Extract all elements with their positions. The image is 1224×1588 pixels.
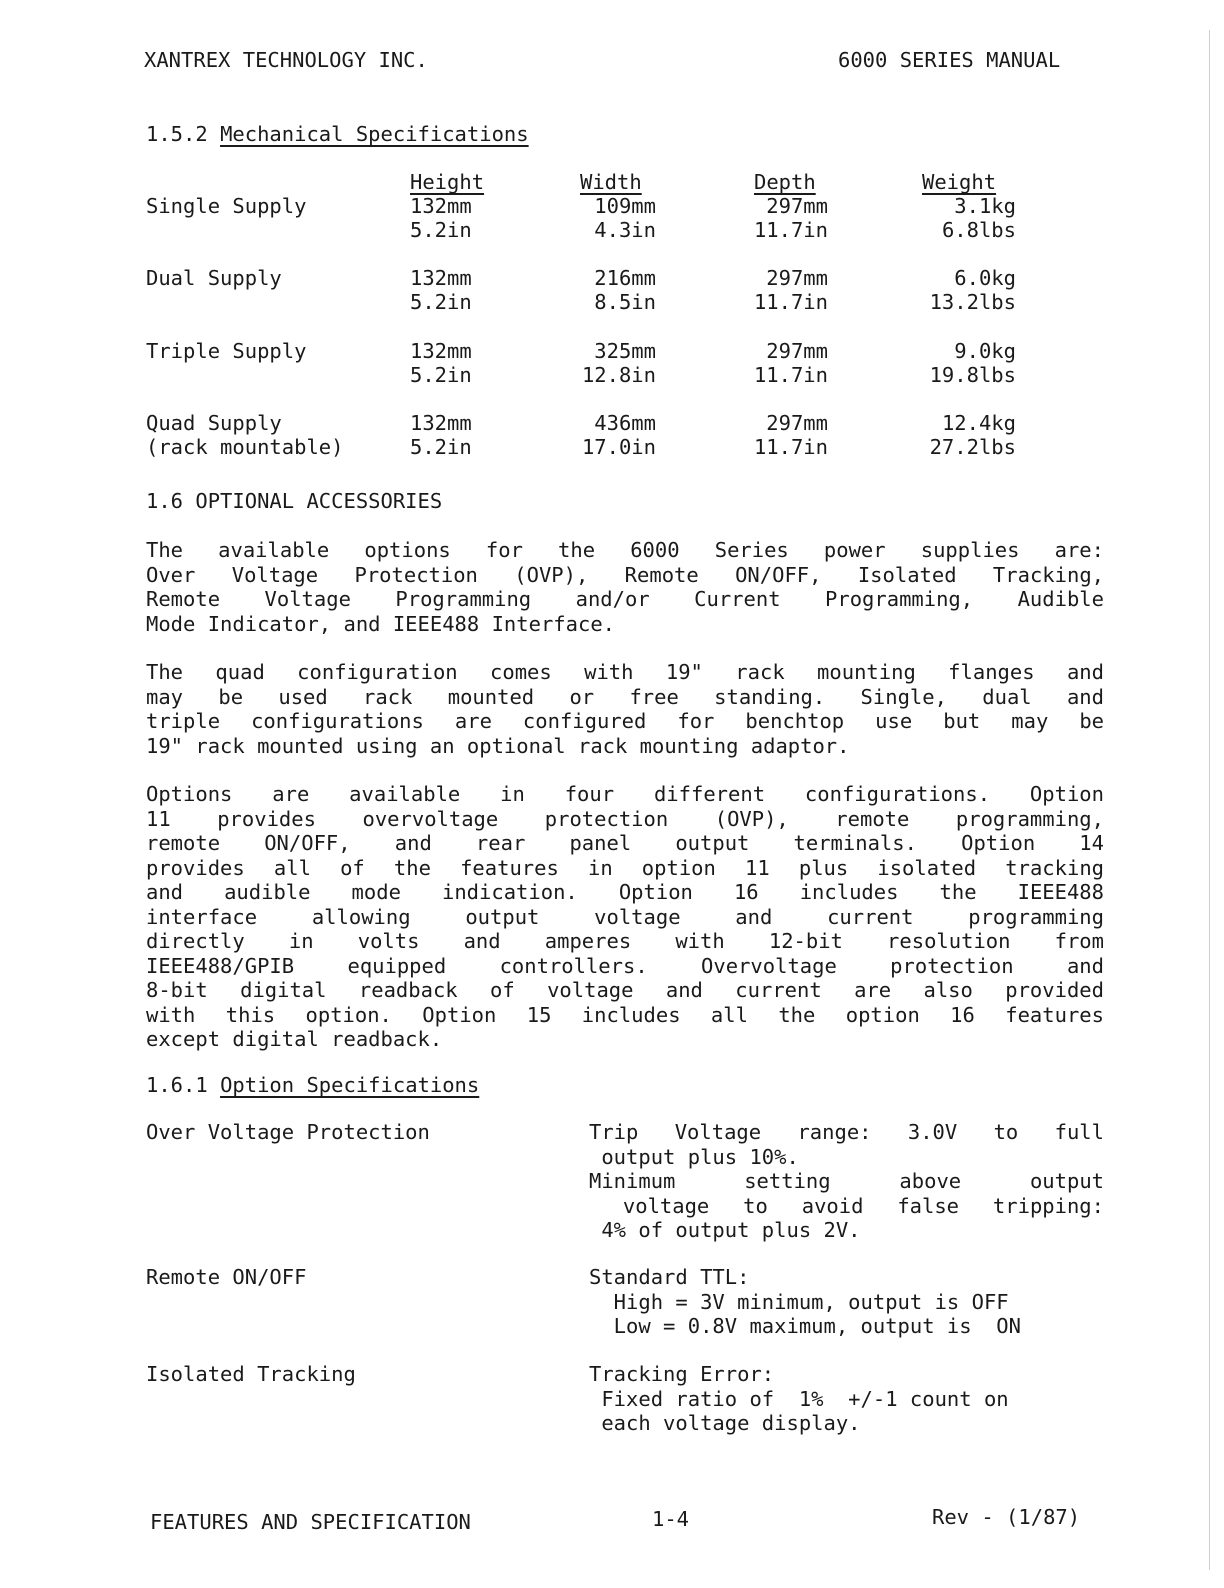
weight-lbs: 6.8lbs: [941, 218, 1016, 242]
text-line: The quad configuration comes with 19" rack mounting flanges and: [146, 660, 1104, 684]
footer-page-number: 1-4: [652, 1507, 690, 1531]
text-line: interface allowing output voltage and current programming: [146, 904, 1104, 929]
text-line: 4% of output plus 2V.: [589, 1218, 861, 1242]
text-line: 11 provides overvoltage protection (OVP), remote programming,: [146, 806, 1104, 831]
options-heading: [146, 1073, 479, 1098]
row-label: Quad Supply: [146, 411, 282, 435]
option-label: Over Voltage Protection: [146, 1120, 430, 1144]
width-in: 8.5in: [594, 290, 656, 314]
width-mm: 436mm: [594, 411, 656, 435]
row-label: Dual Supply: [146, 266, 282, 290]
header-manual-title: 6000 SERIES MANUAL: [838, 48, 1061, 72]
col-weight-header: Weight: [922, 170, 997, 194]
footer-revision: Rev - (1/87): [932, 1505, 1081, 1529]
weight-lbs: 19.8lbs: [929, 363, 1016, 387]
text-line: Low = 0.8V maximum, output is ON: [589, 1314, 1021, 1338]
depth-mm: 297mm: [766, 339, 828, 363]
weight-lbs: 27.2lbs: [929, 435, 1016, 459]
text-line: and audible mode indication. Option 16 includes the IEEE488: [146, 880, 1104, 904]
footer-section-title: FEATURES AND SPECIFICATION: [150, 1510, 471, 1534]
weight-kg: 3.1kg: [954, 194, 1016, 218]
width-mm: 216mm: [594, 266, 656, 290]
weight-kg: 6.0kg: [954, 266, 1016, 290]
text-line: The available options for the 6000 Series power supplies are:: [146, 538, 1104, 562]
depth-in: 11.7in: [753, 363, 828, 387]
scan-edge: [1209, 30, 1224, 1570]
options-heading-title: Option Specifications: [220, 1073, 480, 1097]
option-label: Isolated Tracking: [146, 1362, 356, 1386]
height-in: 5.2in: [410, 435, 472, 459]
height-mm: 132mm: [410, 411, 472, 435]
text-line: triple configurations are configured for benchtop use but may be: [146, 709, 1104, 733]
options-heading-number: 1.6.1: [146, 1073, 221, 1097]
text-line: IEEE488/GPIB equipped controllers. Overvoltage protection and: [146, 953, 1104, 978]
height-mm: 132mm: [410, 266, 472, 290]
text-line: 19" rack mounted using an optional rack mounting adaptor.: [146, 733, 850, 758]
row-label: Triple Supply: [146, 339, 307, 363]
option-label: Remote ON/OFF: [146, 1265, 307, 1289]
width-in: 17.0in: [581, 435, 656, 459]
depth-in: 11.7in: [753, 218, 828, 242]
weight-kg: 9.0kg: [954, 339, 1016, 363]
height-in: 5.2in: [410, 363, 472, 387]
accessories-paragraph-3: [146, 782, 1104, 1052]
mech-heading-title: Mechanical Specifications: [220, 122, 529, 146]
depth-mm: 297mm: [766, 411, 828, 435]
text-line: each voltage display.: [589, 1411, 861, 1435]
text-line: Trip Voltage range: 3.0V to full: [589, 1120, 1104, 1144]
height-mm: 132mm: [410, 339, 472, 363]
width-in: 4.3in: [594, 218, 656, 242]
depth-in: 11.7in: [753, 435, 828, 459]
depth-in: 11.7in: [753, 290, 828, 314]
col-width-header: Width: [580, 170, 642, 194]
mech-heading: [146, 122, 529, 147]
text-line: Over Voltage Protection (OVP), Remote ON/OFF, Isolated Tracking,: [146, 562, 1104, 587]
text-line: output plus 10%.: [589, 1144, 799, 1169]
text-line: Fixed ratio of 1% +/-1 count on: [589, 1386, 1009, 1411]
accessories-paragraph-1: [146, 538, 1104, 636]
height-in: 5.2in: [410, 290, 472, 314]
text-line: 8-bit digital readback of voltage and current are also provided: [146, 978, 1104, 1002]
weight-lbs: 13.2lbs: [929, 290, 1016, 314]
text-line: remote ON/OFF, and rear panel output terminals. Option 14: [146, 831, 1104, 855]
text-line: may be used rack mounted or free standing. Single, dual and: [146, 684, 1104, 709]
option-description: [589, 1362, 1104, 1436]
text-line: directly in volts and amperes with 12-bit resolution from: [146, 929, 1104, 953]
height-mm: 132mm: [410, 194, 472, 218]
text-line: Mode Indicator, and IEEE488 Interface.: [146, 611, 615, 636]
text-line: High = 3V minimum, output is OFF: [589, 1289, 1009, 1314]
width-mm: 325mm: [594, 339, 656, 363]
text-line: Remote Voltage Programming and/or Current Programming, Audible: [146, 587, 1104, 611]
depth-mm: 297mm: [766, 266, 828, 290]
text-line: Tracking Error:: [589, 1362, 775, 1386]
option-description: [589, 1120, 1104, 1243]
text-line: Standard TTL:: [589, 1265, 750, 1289]
row-label: Single Supply: [146, 194, 307, 218]
col-depth-header: Depth: [754, 170, 816, 194]
header-company: XANTREX TECHNOLOGY INC.: [144, 48, 428, 72]
mech-heading-number: 1.5.2: [146, 122, 221, 146]
text-line: provides all of the features in option 11 plus isolated tracking: [146, 855, 1104, 880]
accessories-heading: 1.6 OPTIONAL ACCESSORIES: [146, 489, 443, 513]
row-label-2: (rack mountable): [146, 435, 344, 459]
text-line: except digital readback.: [146, 1027, 443, 1051]
width-in: 12.8in: [581, 363, 656, 387]
text-line: voltage to avoid false tripping:: [589, 1193, 1104, 1218]
option-description: [589, 1265, 1104, 1339]
text-line: with this option. Option 15 includes all the option 16 features: [146, 1002, 1104, 1027]
height-in: 5.2in: [410, 218, 472, 242]
col-height-header: Height: [410, 170, 485, 194]
depth-mm: 297mm: [766, 194, 828, 218]
weight-kg: 12.4kg: [941, 411, 1016, 435]
text-line: Options are available in four different configurations. Option: [146, 782, 1104, 806]
width-mm: 109mm: [594, 194, 656, 218]
accessories-paragraph-2: [146, 660, 1104, 758]
text-line: Minimum setting above output: [589, 1169, 1104, 1193]
